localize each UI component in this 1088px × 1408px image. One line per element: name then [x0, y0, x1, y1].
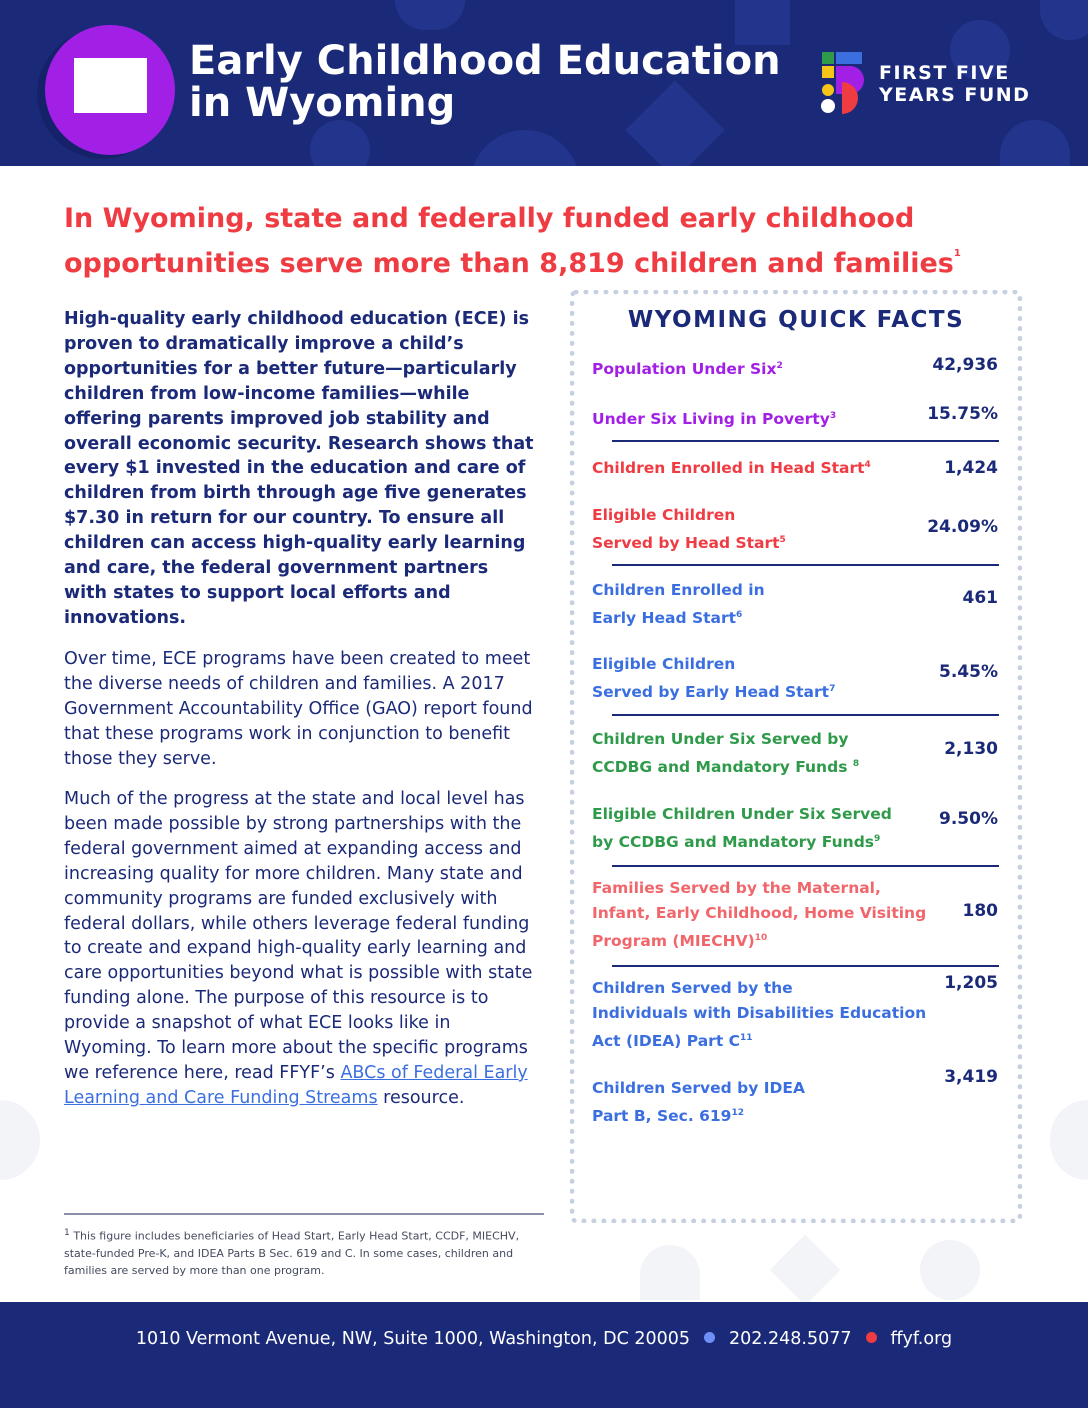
fact-label [592, 976, 932, 1054]
fact-label-line-text: Part B, Sec. 619 [592, 1107, 732, 1125]
fact-value: 461 [962, 588, 998, 608]
fact-label-line: Children Under Six Served by [592, 730, 849, 748]
fact-value: 42,936 [932, 355, 998, 375]
quick-facts-divider [612, 965, 999, 967]
footnote [64, 1224, 554, 1279]
fact-label [592, 1076, 932, 1129]
decorative-shape [770, 1235, 841, 1306]
fact-value: 5.45% [939, 662, 998, 682]
page-header [0, 0, 1088, 166]
quick-facts-divider [612, 440, 999, 442]
quick-facts-title: WYOMING QUICK FACTS [627, 307, 965, 333]
bullet-dot-icon [704, 1332, 715, 1343]
fact-label-line: Children Served by IDEA [592, 1079, 805, 1097]
footer-address: 1010 Vermont Avenue, NW, Suite 1000, Washington, DC 20005 [135, 1329, 691, 1349]
fact-footnote-ref: 7 [829, 684, 836, 694]
fact-label [592, 652, 932, 705]
decorative-shape [1050, 1100, 1088, 1180]
fact-label-line: Population Under Six [592, 360, 777, 378]
headline-line-2-text: opportunities serve more than 8,819 children and families [64, 248, 954, 279]
fact-footnote-ref: 5 [779, 535, 786, 545]
title-line-1: Early Childhood Education [189, 38, 781, 84]
decorative-shape [395, 0, 465, 30]
fact-label-line: Individuals with Disabilities Education [592, 1004, 927, 1022]
first-five-years-fund-logo-icon [820, 52, 868, 116]
fact-label-line: Infant, Early Childhood, Home Visiting [592, 904, 927, 922]
paragraph-2: Over time, ECE programs have been created to meet the diverse needs of children and families. A 2017 Government Accountability Office (GAO) report found that these programs work in conjunction to benefit those they serve. [64, 649, 533, 769]
fact-label-line [592, 603, 932, 631]
decorative-shape [470, 130, 580, 166]
fact-label-line: Children Served by the [592, 979, 793, 997]
fact-footnote-ref: 8 [852, 759, 860, 769]
footer-website-link[interactable]: ffyf.org [890, 1329, 953, 1349]
bullet-dot-icon [866, 1332, 877, 1343]
paragraph-3-text-end: resource. [377, 1087, 465, 1108]
footer-contact [0, 1329, 1088, 1349]
fact-footnote-ref: 4 [864, 460, 871, 470]
fact-footnote-ref: 6 [736, 610, 743, 620]
fact-label-line [592, 677, 932, 705]
fact-footnote-ref: 11 [740, 1033, 753, 1043]
logo-line-2: YEARS FUND [879, 84, 1031, 106]
fact-label-line-text: Early Head Start [592, 609, 737, 627]
fact-label-line [592, 528, 932, 556]
abcs-funding-streams-link[interactable]: ABCs of Federal Early Learning and Care Funding Streams [64, 1062, 528, 1108]
page-footer [0, 1302, 1088, 1408]
fact-label-line: Families Served by the Maternal, [592, 879, 881, 897]
wyoming-state-icon [45, 25, 175, 155]
fact-label-line-text: CCDBG and Mandatory Funds [592, 758, 853, 776]
decorative-shape [310, 120, 370, 166]
fact-value: 1,205 [944, 973, 998, 993]
fact-footnote-ref: 10 [754, 933, 768, 943]
fact-label-line [592, 752, 932, 780]
fact-footnote-ref: 3 [829, 411, 837, 421]
fact-label-line-text: Program (MIECHV) [592, 932, 755, 950]
fact-label-line: Under Six Living in Poverty [592, 410, 830, 428]
quick-facts-divider [612, 865, 999, 867]
fact-label [592, 727, 932, 780]
decorative-shape [0, 1100, 40, 1180]
fact-label-line: Children Enrolled in [592, 581, 765, 599]
fact-label-line: Eligible Children Under Six Served [592, 805, 892, 823]
logo-text [879, 62, 1030, 106]
headline-line-1: In Wyoming, state and federally funded early childhood [64, 203, 915, 234]
quick-facts-divider [612, 564, 999, 566]
fact-footnote-ref: 2 [776, 361, 783, 371]
paragraph-3 [64, 787, 534, 1111]
fact-label-line-text: Served by Early Head Start [592, 683, 830, 701]
fact-label [592, 453, 932, 481]
fact-value: 15.75% [927, 404, 998, 424]
fact-footnote-ref: 12 [731, 1108, 744, 1118]
fact-value: 1,424 [944, 458, 998, 478]
footnote-divider [64, 1213, 544, 1215]
fact-value: 2,130 [944, 739, 998, 759]
headline-line-2 [64, 236, 964, 281]
decorative-shape [1040, 0, 1088, 40]
page-title [189, 40, 781, 124]
fact-label-line-text: by CCDBG and Mandatory Funds [592, 833, 875, 851]
fact-label [592, 876, 932, 954]
fact-label [592, 354, 932, 382]
decorative-shape [920, 1240, 980, 1300]
wyoming-state-shape [74, 58, 147, 113]
intro-paragraph: High-quality early childhood education (ECE) is proven to dramatically improve a child’s opportunities for a better future—particularly children from low-income families—while offering parents improved job stability and overall economic security. Research shows that every $1 invested in the education and care of children from birth through age five generates $7.30 in return for our country. To ensure all children can access high-quality early learning and care, the federal government partners with states to support local efforts and innovations. [64, 309, 534, 628]
footnote-text: This figure includes beneficiaries of Head Start, Early Head Start, CCDF, MIECHV, state-funded Pre-K, and IDEA Parts B Sec. 619 and C. In some cases, children and families are served by more than one program. [64, 1229, 520, 1277]
fact-label [592, 802, 932, 855]
fact-value: 3,419 [944, 1067, 998, 1087]
fact-label-line [592, 1101, 932, 1129]
fact-value: 9.50% [939, 809, 998, 829]
fact-value: 180 [962, 901, 998, 921]
title-line-2: in Wyoming [189, 80, 456, 126]
footer-phone: 202.248.5077 [729, 1329, 852, 1349]
decorative-shape [1000, 120, 1070, 166]
headline [64, 201, 964, 281]
fact-label-line: Children Enrolled in Head Start [592, 459, 865, 477]
fact-footnote-ref: 9 [874, 834, 881, 844]
fact-value: 24.09% [927, 517, 998, 537]
fact-label [592, 404, 932, 432]
quick-facts-divider [612, 714, 999, 716]
decorative-shape [640, 1245, 700, 1300]
fact-label-line [592, 1026, 932, 1054]
fact-label-line-text: Act (IDEA) Part C [592, 1032, 740, 1050]
fact-label-line [592, 926, 932, 954]
fact-label-line-text: Served by Head Start [592, 534, 780, 552]
footnote-number: 1 [64, 1227, 70, 1238]
logo-line-1: FIRST FIVE [879, 62, 1010, 84]
fact-label-line: Eligible Children [592, 506, 736, 524]
fact-label [592, 578, 932, 631]
headline-footnote-ref: 1 [953, 248, 961, 259]
fact-label [592, 503, 932, 556]
fact-label-line: Eligible Children [592, 655, 736, 673]
fact-label-line [592, 827, 932, 855]
paragraph-3-text: Much of the progress at the state and local level has been made possible by strong partnerships with the federal government aimed at expanding access and increasing quality for more children. Many state and community programs are funded exclusively with federal dollars, while others leverage federal funding to create and expand high-quality early learning and care opportunities beyond what is possible with state funding alone. The purpose of this resource is to provide a snapshot of what ECE looks like in Wyoming. To learn more about the specific programs we reference here, read FFYF’s [64, 789, 533, 1083]
